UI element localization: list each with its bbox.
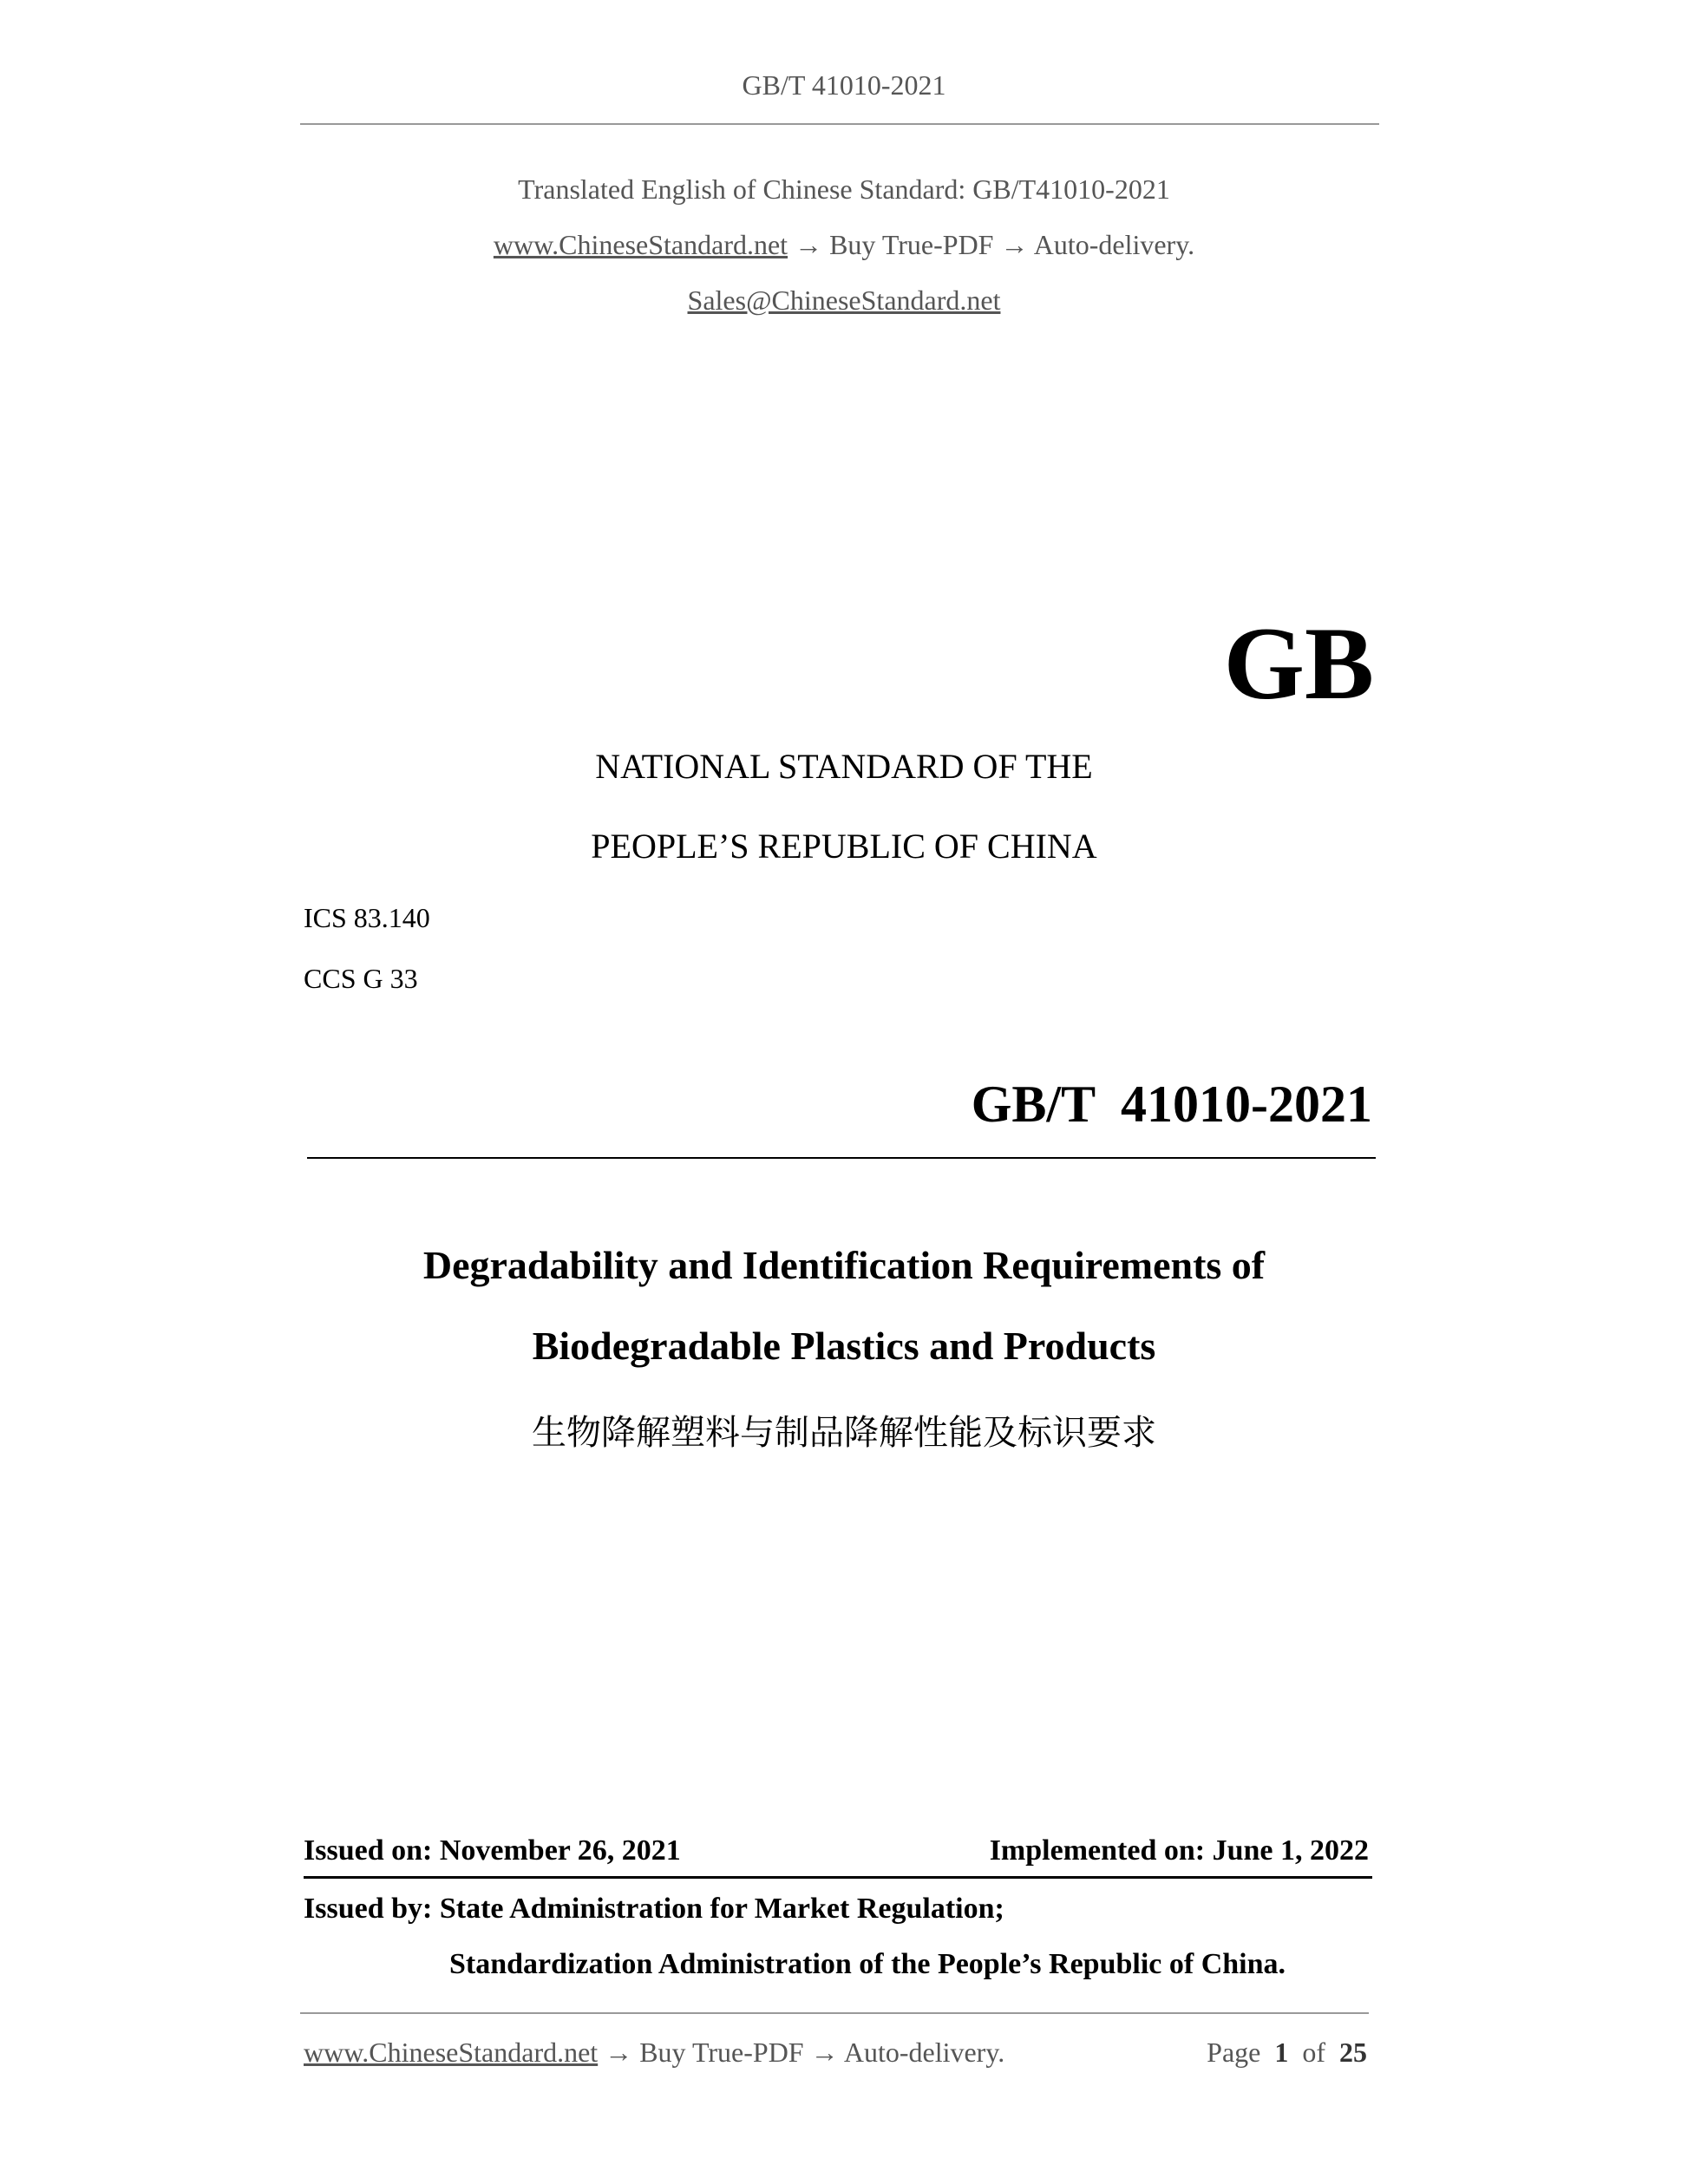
buy-text: → Buy True-PDF → Auto-delivery. <box>795 229 1195 260</box>
national-line-1: NATIONAL STANDARD OF THE <box>595 747 1093 786</box>
site-link[interactable]: www.ChineseStandard.net <box>493 229 788 260</box>
footer-purchase-line <box>304 2037 1004 2069</box>
issued-by-line-2: Standardization Administration of the People’s Republic of China. <box>449 1948 1286 1980</box>
footer-divider <box>300 2012 1369 2014</box>
header-divider <box>300 123 1379 125</box>
issue-divider <box>304 1876 1372 1879</box>
ccs-code: CCS G 33 <box>304 963 418 994</box>
issued-on: Issued on: November 26, 2021 <box>304 1834 681 1867</box>
ics-code: ICS 83.140 <box>304 902 430 933</box>
page-of: of <box>1302 2037 1325 2068</box>
email-line <box>0 284 1688 317</box>
standard-number-divider <box>307 1157 1376 1159</box>
title-line-2: Biodegradable Plastics and Products <box>532 1324 1156 1368</box>
title-line-1: Degradability and Identification Requirements of <box>422 1243 1266 1287</box>
running-header-title: GB/T 41010-2021 <box>742 69 946 101</box>
purchase-line <box>0 229 1688 261</box>
page-indicator <box>1207 2037 1367 2069</box>
issued-by-line-1: Issued by: State Administration for Market Regulation; <box>304 1893 1004 1925</box>
footer-site-link[interactable]: www.ChineseStandard.net <box>304 2037 599 2068</box>
email-link[interactable]: Sales@ChineseStandard.net <box>687 284 1001 316</box>
page-label: Page <box>1207 2037 1261 2068</box>
title-chinese: 生物降解塑料与制品降解性能及标识要求 <box>532 1413 1156 1453</box>
gb-mark: GB <box>1223 605 1374 721</box>
standard-number: GB/T 41010-2021 <box>971 1076 1372 1133</box>
national-line-2: PEOPLE’S REPUBLIC OF CHINA <box>591 827 1097 866</box>
translated-notice: Translated English of Chinese Standard: GB/T41010-2021 <box>518 173 1170 205</box>
page-current: 1 <box>1274 2037 1289 2068</box>
footer-buy-text: → Buy True-PDF → Auto-delivery. <box>605 2037 1005 2068</box>
implemented-on: Implemented on: June 1, 2022 <box>989 1834 1369 1867</box>
page-total: 25 <box>1339 2037 1367 2068</box>
